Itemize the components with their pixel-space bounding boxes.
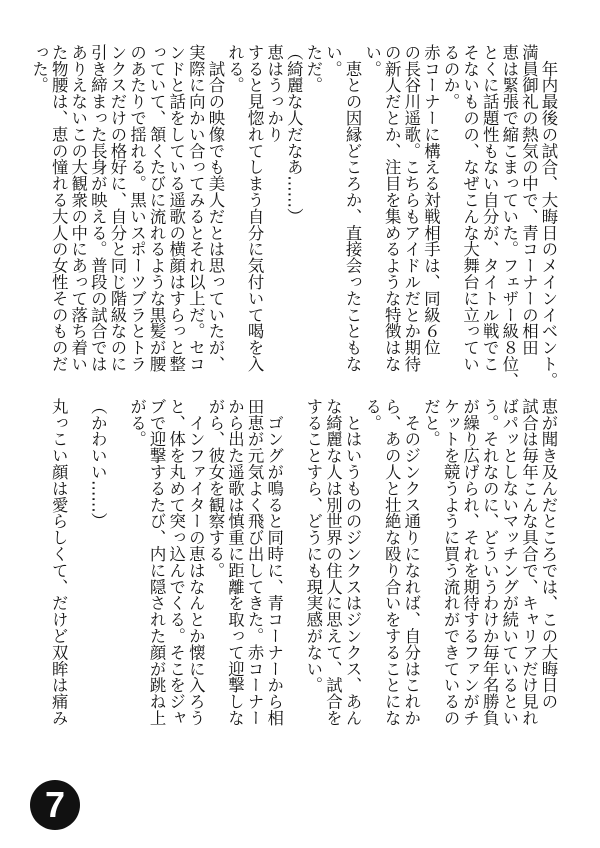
text-line: 赤コーナーに構える対戦相手は、同級６位 [421, 44, 441, 356]
text-line: い。 [323, 44, 343, 77]
text-line: のあたりで揺れる。黒いスポーツブラとトラ [127, 44, 147, 372]
text-line: る。 [362, 398, 382, 431]
text-line: がら、彼女を観察する。 [205, 398, 225, 579]
text-line: 試合は毎年こんな具合で、キャリアだけ見れ [519, 398, 539, 726]
text-line: 恵はうっかり [264, 44, 284, 143]
text-line: 満員御礼の熱気の中で、青コーナーの相田 [519, 44, 539, 356]
text-line: るのか。 [441, 44, 461, 110]
text-line: の新人だとか、注目を集めるような特徴はな [382, 44, 402, 372]
blank-line [284, 398, 304, 728]
text-line: と、体を丸めて突っ込んでくる。そこをジャ [166, 398, 186, 726]
text-line: ケットを競うように買う流れができているの [441, 398, 461, 726]
text-line: 年内最後の試合、大晦日のメインイベント。 [539, 44, 558, 389]
text-line: い。 [362, 44, 382, 77]
text-block-bottom [49, 398, 558, 728]
text-line: そないものの、なぜこんな大舞台に立ってい [460, 44, 480, 372]
text-line: った。 [29, 44, 49, 94]
text-line: ら、あの人と壮絶な殴り合いをすることにな [382, 398, 402, 726]
text-line: ばパッとしないマッチングが続いているとい [499, 398, 519, 726]
text-line: とはいうもののジンクスはジンクス、あん [343, 398, 363, 726]
text-line: そのジンクス通りになれば、自分はこれか [401, 398, 421, 726]
text-line: （綺麗な人だなあ……） [284, 44, 304, 225]
text-line: の長谷川遥歌。こちらもアイドルだとか期待 [401, 44, 421, 372]
text-line: がる。 [127, 398, 147, 448]
text-line: ブで迎撃するたび、内に隠された顔が跳ね上 [147, 398, 167, 726]
text-line: う。それなのに、どういうわけか毎年名勝負 [480, 398, 500, 726]
text-line: 恵は緊張で縮こまっていた。フェザー級８位、 [499, 44, 519, 389]
text-line: インファイターの恵はなんとか懐に入ろう [186, 398, 206, 726]
text-line: た物腰は、恵の憧れる大人の女性そのものだ [49, 44, 69, 372]
text-line: から出た遥歌は慎重に距離を取って迎撃しな [225, 398, 245, 726]
blank-line [107, 398, 127, 728]
text-line: な綺麗な人は別世界の住人に思えて、試合を [323, 398, 343, 726]
text-line: れる。 [225, 44, 245, 94]
text-line: 試合の映像でも美人だとは思っていたが、 [205, 44, 225, 372]
text-line: ンクスだけの格好に、自分と同じ階級なのに [107, 44, 127, 372]
text-line: ありえないこの大観衆の中にあって落ち着い [68, 44, 88, 372]
text-line: が繰り広げられ、それを期待するファンがチ [460, 398, 480, 726]
text-block-top [29, 44, 558, 389]
text-line: 恵が聞き及んだところでは、この大晦日の [539, 398, 558, 710]
text-line: 恵との因縁どころか、直接会ったこともな [343, 44, 363, 372]
text-line: することすら、どうにも現実感がない。 [303, 398, 323, 694]
text-line: ゴングが鳴ると同時に、青コーナーから相 [264, 398, 284, 726]
text-line: とくに話題性もない自分が、タイトル戦でこ [480, 44, 500, 372]
text-line: 実際に向かい合ってみるとそれ以上だ。セコ [186, 44, 206, 372]
text-line: （かわいい……） [88, 398, 108, 530]
blank-line [68, 398, 88, 728]
text-line: っていて、頷くたびに流れるような黒髪が腰 [147, 44, 167, 372]
text-line: ただ。 [303, 44, 323, 94]
text-line: ンドと話をしている遥歌の横顔はすらっと整 [166, 44, 186, 372]
text-line: 引き締まった長身が映える。普段の試合では [88, 44, 108, 372]
text-line: だと。 [421, 398, 441, 448]
page-number-badge: 7 [30, 780, 80, 830]
text-line: 丸っこい顔は愛らしくて、だけど双眸は痛み [49, 398, 69, 726]
text-line: すると見惚れてしまう自分に気付いて喝を入 [245, 44, 265, 372]
text-line: 田恵が元気よく飛び出してきた。赤コーナー [245, 398, 265, 726]
